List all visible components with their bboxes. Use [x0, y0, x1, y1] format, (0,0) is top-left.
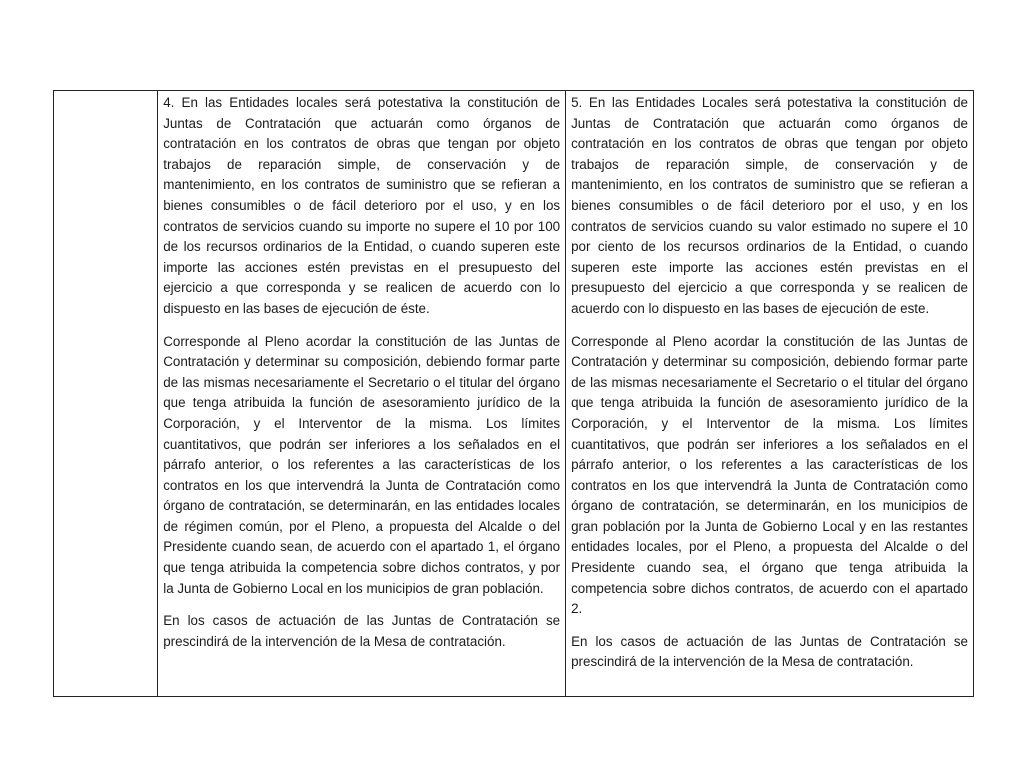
right-text-cell [566, 91, 974, 697]
left-paragraph-1: 4. En las Entidades locales será potestativa la constitución de Juntas de Contratación que actuarán como órganos de contratación en los contratos de obras que tengan por objeto trabajos de reparación simple, de conservación y de mantenimiento, en los contratos de suministro que se refieran a bienes consumibles o de fácil deterioro por el uso, y en los contratos de servicios cuando su importe no supere el 10 por 100 de los recursos ordinarios de la Entidad, o cuando superen este importe las acciones estén previstas en el presupuesto del ejercicio a que corresponda y se realicen de acuerdo con lo dispuesto en las bases de ejecución de éste. [163, 95, 561, 316]
table-row [54, 91, 974, 697]
right-paragraph-3: En los casos de actuación de las Juntas de Contratación se prescindirá de la intervención de la Mesa de contratación. [571, 633, 968, 670]
empty-label-cell [54, 91, 158, 697]
left-paragraph-3: En los casos de actuación de las Juntas de Contratación se prescindirá de la intervención de la Mesa de contratación. [163, 613, 561, 649]
comparison-table [53, 90, 974, 697]
left-paragraph-2: Corresponde al Pleno acordar la constitución de las Juntas de Contratación y determinar su composición, debiendo formar parte de las mismas necesariamente el Secretario o el titular del órgano que tenga atribuida la función de asesoramiento jurídico de la Corporación, y el Interventor de la misma. Los límites cuantitativos, que podrán ser inferiores a los señalados en el párrafo anterior, o los referentes a las características de los contratos en los que intervendrá la Junta de Contratación como órgano de contratación, se determinarán, en las entidades locales de régimen común, por el Pleno, a propuesta del Alcalde o del Presidente cuando sean, de acuerdo con el apartado 1, el órgano que tenga atribuida la competencia sobre dichos contratos, y por la Junta de Gobierno Local en los municipios de gran población. [163, 333, 561, 596]
left-text-cell [158, 91, 566, 697]
right-paragraph-1: 5. En las Entidades Locales será potestativa la constitución de Juntas de Contratación que actuarán como órganos de contratación en los contratos de obras que tengan por objeto trabajos de reparación simple, de conservación y de mantenimiento, en los contratos de suministro que se refieran a bienes consumibles o de fácil deterioro por el uso, y en los contratos de servicios cuando su valor estimado no supere el 10 por ciento de los recursos ordinarios de la Entidad, o cuando superen este importe las acciones estén previstas en el presupuesto del ejercicio a que corresponda y se realicen de acuerdo con lo dispuesto en las bases de ejecución de este. [571, 95, 968, 316]
right-paragraph-2: Corresponde al Pleno acordar la constitución de las Juntas de Contratación y determinar su composición, debiendo formar parte de las mismas necesariamente el Secretario o el titular del órgano que tenga atribuida la función de asesoramiento jurídico de la Corporación, y el Interventor de la misma. Los límites cuantitativos, que podrán ser inferiores a los señalados en el párrafo anterior, o los referentes a las características de los contratos en los que intervendrá la Junta de Contratación como órgano de contratación, se determinarán, en los municipios de gran población por la Junta de Gobierno Local y en las restantes entidades locales, por el Pleno, a propuesta del Alcalde o del Presidente cuando sea, el órgano que tenga atribuida la competencia sobre dichos contratos, de acuerdo con el apartado 2. [571, 333, 968, 617]
